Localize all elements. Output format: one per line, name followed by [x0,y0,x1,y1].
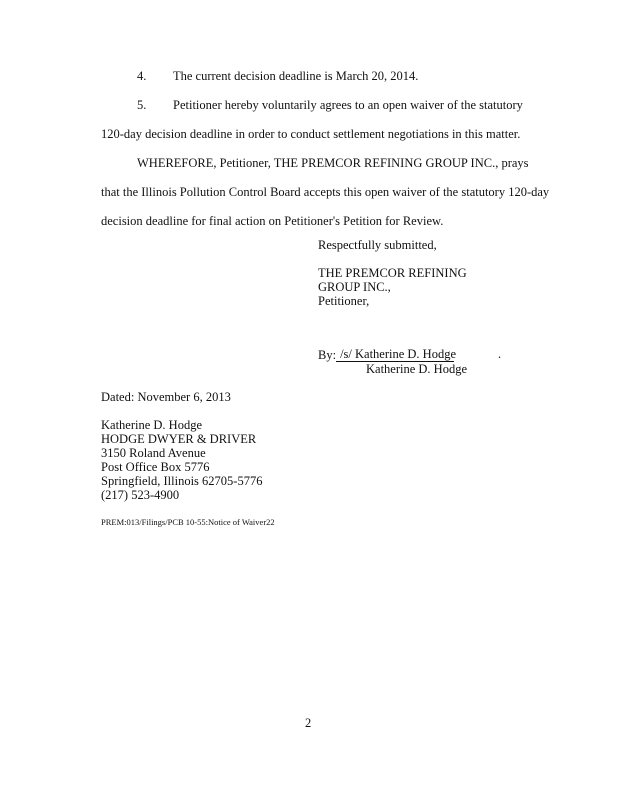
party-role: Petitioner, [318,294,370,308]
file-reference: PREM:013/Filings/PCB 10-55:Notice of Waiver22 [101,517,275,527]
party-name-line-2: GROUP INC., [318,280,391,294]
signature-text: /s/ Katherine D. Hodge [340,347,457,361]
paragraph-4-number: 4. [137,69,147,83]
counsel-city: Springfield, Illinois 62705-5776 [101,474,263,488]
party-name-line-1: THE PREMCOR REFINING [318,266,467,280]
wherefore-line-2: that the Illinois Pollution Control Board accepts this open waiver of the statutory 120-day [101,185,550,199]
counsel-firm: HODGE DWYER & DRIVER [101,432,257,446]
counsel-name: Katherine D. Hodge [101,418,203,432]
page-number: 2 [305,716,312,730]
date-line: Dated: November 6, 2013 [101,390,231,404]
paragraph-5-line-1: Petitioner hereby voluntarily agrees to an open waiver of the statutory [173,98,523,112]
closing-text: Respectfully submitted, [318,238,437,252]
paragraph-5-line-2: 120-day decision deadline in order to conduct settlement negotiations in this matter. [101,127,521,141]
wherefore-line-1: WHEREFORE, Petitioner, THE PREMCOR REFINING GROUP INC., prays [137,156,529,170]
signature-underline [336,347,457,362]
wherefore-line-3: decision deadline for final action on Petitioner's Petition for Review. [101,214,444,228]
counsel-po-box: Post Office Box 5776 [101,460,210,474]
paragraph-5-number: 5. [137,98,147,112]
counsel-street: 3150 Roland Avenue [101,446,206,460]
paragraph-4-text: The current decision deadline is March 20, 2014. [173,69,419,83]
signature-line [318,347,457,362]
signature-trailing-mark: . [498,347,502,361]
counsel-phone: (217) 523-4900 [101,488,180,502]
by-label: By: [318,348,337,362]
printed-name: Katherine D. Hodge [366,362,468,376]
